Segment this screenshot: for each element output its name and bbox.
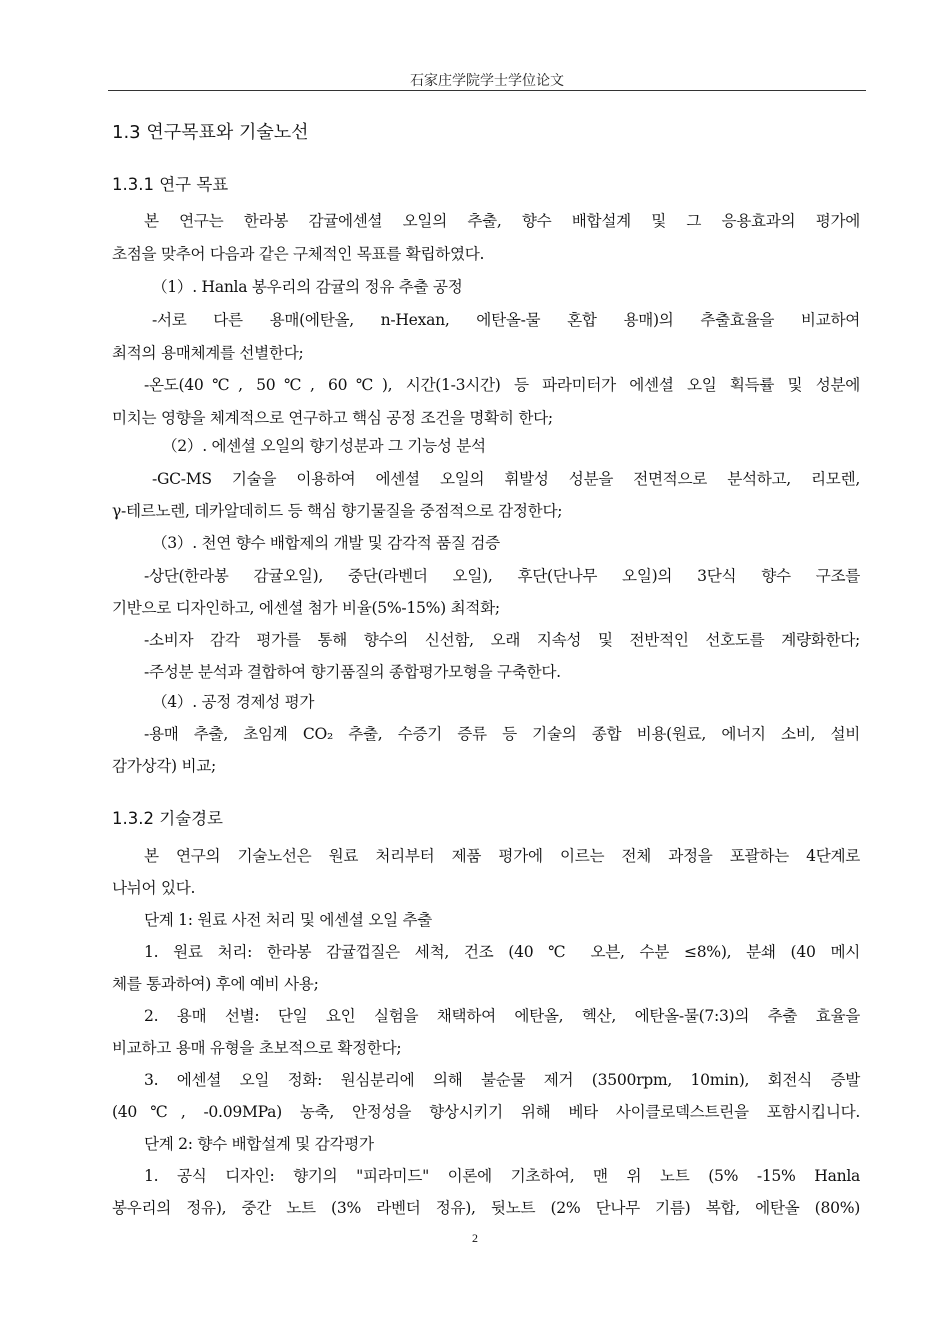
paragraph-line: 1. 공식 디자인: 향기의 "피라미드" 이론에 기초하여, 맨 위 노트 (5% -15% Hanla [144, 1167, 860, 1185]
paragraph-line: 1. 원료 처리: 한라봉 감귤껍질은 세척, 건조 (40 ℃ 오븐, 수분 ≤8%), 분쇄 (40 메시 [144, 943, 860, 961]
paragraph-line: 2. 용매 선별: 단일 요인 실험을 채택하여 에탄올, 헥산, 에탄올-물(7:3)의 추출 효율을 [144, 1007, 860, 1025]
paragraph-line: -서로 다른 용매(에탄올, n-Hexan, 에탄올-물 혼합 용매)의 추출효율을 비교하여 [152, 311, 860, 329]
paragraph-line: 본 연구는 한라봉 감귤에센셜 오일의 추출, 향수 배합설계 및 그 응용효과의 평가에 [144, 212, 860, 230]
goal-4-title: （4）. 공정 경제성 평가 [152, 693, 315, 711]
running-header: 石家庄学院学士学位论文 [410, 74, 564, 89]
section-title: 1.3 연구목표와 기술노선 [112, 122, 309, 143]
paragraph-line: -소비자 감각 평가를 통해 향수의 신선함, 오래 지속성 및 전반적인 선호도를 계량화한다; [144, 631, 860, 649]
paragraph-line: (40℃, -0.09MPa) 농축, 안정성을 향상시키기 위해 베타 사이클로덱스트린을 포함시킵니다. [112, 1103, 860, 1121]
goal-3-title: （3）. 천연 향수 배합제의 개발 및 감각적 품질 검증 [152, 534, 500, 552]
paragraph-line: 나뉘어 있다. [112, 879, 196, 897]
paragraph-line: 본 연구의 기술노선은 원료 처리부터 제품 평가에 이르는 전체 과정을 포괄하는 4단계로 [144, 847, 860, 865]
page-number: 2 [472, 1231, 478, 1245]
paragraph-line: -GC-MS 기술을 이용하여 에센셜 오일의 휘발성 성분을 전면적으로 분석하고, 리모렌, [152, 470, 860, 488]
paragraph-line: 초점을 맞추어 다음과 같은 구체적인 목표를 확립하였다. [112, 245, 485, 263]
paragraph-line: 체를 통과하여) 후에 예비 사용; [112, 975, 319, 993]
paragraph-line: -상단(한라봉 감귤오일), 중단(라벤더 오일), 후단(단나무 오일)의 3단식 향수 구조를 [144, 567, 860, 585]
subsection-title-goals: 1.3.1 연구 목표 [112, 175, 229, 194]
goal-1-title: （1）. Hanla 봉우리의 감귤의 정유 추출 공정 [152, 278, 463, 296]
paragraph-line: 봉우리의 정유), 중간 노트 (3% 라벤더 정유), 뒷노트 (2% 단나무 기름) 복합, 에탄올 (80%) [112, 1199, 860, 1217]
paragraph-line: 최적의 용매체계를 선별한다; [112, 344, 304, 362]
goal-2-title: （2）. 에센셜 오일의 향기성분과 그 기능성 분석 [162, 437, 486, 455]
paragraph-line: -주성분 분석과 결합하여 향기품질의 종합평가모형을 구축한다. [144, 663, 561, 681]
paragraph-line: 비교하고 용매 유형을 초보적으로 확정한다; [112, 1039, 402, 1057]
subsection-title-route: 1.3.2 기술경로 [112, 809, 223, 828]
paragraph-line: -온도(40℃, 50℃, 60℃), 시간(1-3시간) 등 파라미터가 에센셜 오일 획득률 및 성분에 [144, 376, 860, 394]
paragraph-line: 기반으로 디자인하고, 에센셜 첨가 비율(5%-15%) 최적화; [112, 599, 500, 617]
stage-1-title: 단계 1: 원료 사전 처리 및 에센셜 오일 추출 [144, 911, 433, 929]
paragraph-line: 미치는 영향을 체계적으로 연구하고 핵심 공정 조건을 명확히 한다; [112, 409, 553, 427]
paragraph-line: 3. 에센셜 오일 정화: 원심분리에 의해 불순물 제거 (3500rpm, 10min), 회전식 증발 [144, 1071, 860, 1089]
paragraph-line: γ-테르노렌, 데카알데히드 등 핵심 향기물질을 중점적으로 감정한다; [112, 502, 563, 520]
header-divider [108, 90, 866, 91]
stage-2-title: 단계 2: 향수 배합설계 및 감각평가 [144, 1135, 374, 1153]
paragraph-line: -용매 추출, 초임계 CO₂ 추출, 수증기 증류 등 기술의 종합 비용(원료, 에너지 소비, 설비 [144, 725, 860, 743]
paragraph-line: 감가상각) 비교; [112, 757, 216, 775]
